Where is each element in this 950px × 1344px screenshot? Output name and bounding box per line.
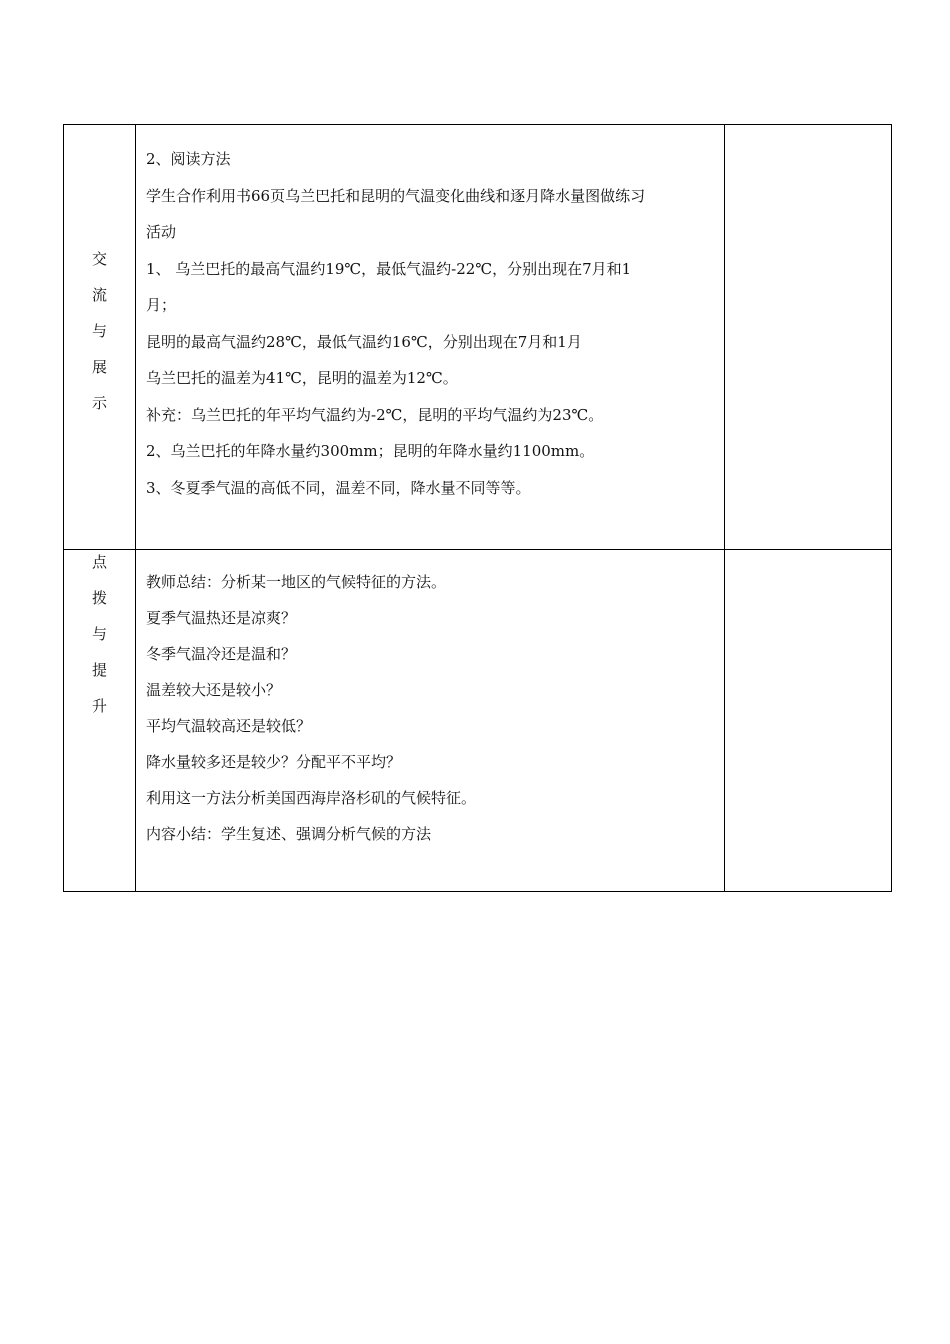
section-label-exchange-and-display xyxy=(64,125,135,421)
content-line: 活动 xyxy=(146,223,177,241)
content-line: 昆明的最高气温约28℃，最低气温约16℃，分别出现在7月和1月 xyxy=(146,332,582,351)
content-line: 乌兰巴托的温差为41℃，昆明的温差为12℃。 xyxy=(146,369,458,387)
content-line: 利用这一方法分析美国西海岸洛杉矶的气候特征。 xyxy=(146,789,477,807)
section-content-cell xyxy=(136,125,725,550)
lesson-plan-table xyxy=(63,124,892,892)
label-char: 升 xyxy=(91,697,107,715)
content-line: 冬季气温冷还是温和？ xyxy=(146,645,297,663)
section-label-guidance-and-improvement xyxy=(64,544,135,724)
content-line: 2、乌兰巴托的年降水量约300mm；昆明的年降水量约1100mm。 xyxy=(146,442,595,460)
content-line: 2、阅读方法 xyxy=(146,150,231,168)
section-content-cell xyxy=(136,550,725,892)
section-content xyxy=(136,550,724,852)
label-char: 交 xyxy=(91,250,107,268)
content-line: 3、冬夏季气温的高低不同，温差不同，降水量不同等等。 xyxy=(146,478,531,497)
label-char: 示 xyxy=(91,394,107,412)
content-line: 夏季气温热还是凉爽？ xyxy=(146,609,297,627)
content-line: 补充：乌兰巴托的年平均气温约为-2℃，昆明的平均气温约为23℃。 xyxy=(146,405,604,424)
content-line: 1、 乌兰巴托的最高气温约19℃，最低气温约-22℃，分别出现在7月和1 xyxy=(146,259,632,278)
label-char: 提 xyxy=(91,661,107,679)
table-row xyxy=(64,550,892,892)
content-line: 内容小结：学生复述、强调分析气候的方法 xyxy=(146,825,432,843)
content-line: 月； xyxy=(146,296,177,314)
content-line: 温差较大还是较小？ xyxy=(146,681,282,699)
notes-cell xyxy=(725,550,892,892)
section-label-cell xyxy=(64,550,136,892)
notes-cell xyxy=(725,125,892,550)
label-char: 与 xyxy=(91,322,107,340)
label-char: 拨 xyxy=(91,589,107,607)
content-line: 降水量较多还是较少？分配平不平均？ xyxy=(146,753,402,771)
content-line: 教师总结：分析某一地区的气候特征的方法。 xyxy=(146,573,447,591)
section-content xyxy=(136,125,724,506)
label-char: 展 xyxy=(91,358,107,376)
label-char: 流 xyxy=(91,286,107,304)
table-row xyxy=(64,125,892,550)
content-line: 学生合作利用书66页乌兰巴托和昆明的气温变化曲线和逐月降水量图做练习 xyxy=(146,186,646,205)
content-line: 平均气温较高还是较低？ xyxy=(146,717,312,735)
label-char: 与 xyxy=(91,625,107,643)
label-char: 点 xyxy=(91,553,107,571)
section-label-cell xyxy=(64,125,136,550)
